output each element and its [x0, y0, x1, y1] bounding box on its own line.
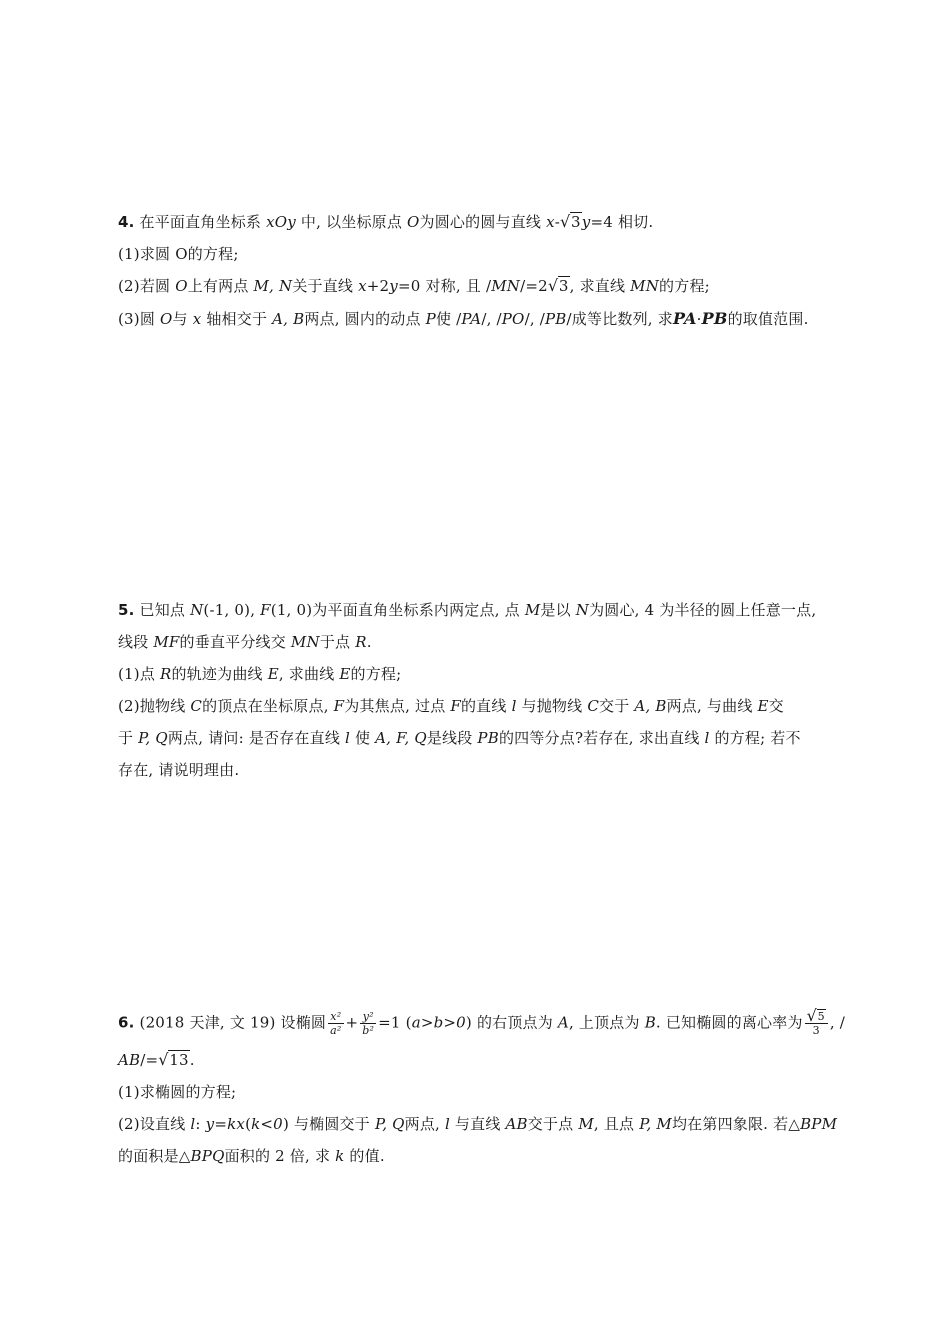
sqrt-expression: √ 3 [548, 276, 570, 297]
fraction-x2-a2: $\frac{\text{x²}}{\text{a²}}$ [330, 1010, 342, 1037]
problem-5-question-2-line-2: 于 P, Q两点, 请问: 是否存在直线 l 使 A, F, Q是线段 PB的四等分点?若存在, 求出直线 l 的方程; 若不 [118, 729, 801, 747]
problem-4-question-2: (2)若圆 O上有两点 M, N关于直线 x+2y=0 对称, 且 /MN/=2√ 3, 求直线 MN的方程; [118, 276, 838, 308]
problem-5 [118, 600, 838, 792]
problem-5-statement-line-2: 线段 MF的垂直平分线交 MN于点 R. [118, 633, 372, 651]
problem-6-statement-line-2: AB/=√ 13. [118, 1050, 838, 1082]
fraction-y2-b2: $\frac{\text{y²}}{\text{b²}}$ [362, 1010, 375, 1037]
problem-4-statement: 4. 在平面直角坐标系 xOy 中, 以坐标原点 O为圆心的圆与直线 x-√ 3y=4 相切. [118, 212, 838, 244]
problem-4-question-3: (3)圆 O与 x 轴相交于 A, B两点, 圆内的动点 P使 /PA/, /PO/, /PB/成等比数列, 求PA·PB的取值范围. [118, 309, 809, 328]
sqrt-expression: √ 13 [158, 1050, 190, 1071]
problem-4 [118, 212, 838, 340]
problem-5-question-2-line-1: (2)抛物线 C的顶点在坐标原点, F为其焦点, 过点 F的直线 l 与抛物线 C交于 A, B两点, 与曲线 E交 [118, 697, 784, 715]
problem-6-question-2-line-2: 的面积是△BPQ面积的 2 倍, 求 k 的值. [118, 1147, 385, 1165]
vector-pa: PA [672, 309, 697, 328]
problem-6-question-1: (1)求椭圆的方程; [118, 1083, 237, 1101]
problem-4-question-1: (1)求圆 O的方程; [118, 245, 239, 263]
problem-5-question-2-line-3: 存在, 请说明理由. [118, 761, 240, 779]
fraction-sqrt5-3: √ $\frac{5}{3}$ [805, 1010, 828, 1037]
problem-6-question-2-line-1: (2)设直线 l: y=kx(k<0) 与椭圆交于 P, Q两点, l 与直线 AB交于点 M, 且点 P, M均在第四象限. 若△BPM [118, 1115, 838, 1133]
problem-number: 6. [118, 1013, 135, 1032]
problem-5-statement-line-1: 5. 已知点 N(-1, 0), F(1, 0)为平面直角坐标系内两定点, 点 M是以 N为圆心, 4 为半径的圆上任意一点, [118, 601, 817, 619]
problem-6 [118, 1010, 846, 1178]
problem-number: 5. [118, 601, 135, 619]
problem-number: 4. [118, 213, 135, 231]
problem-5-question-1: (1)点 R的轨迹为曲线 E, 求曲线 E的方程; [118, 665, 402, 683]
sqrt-expression: √ 3 [560, 212, 582, 233]
problem-6-statement-line-1: 6. (2018 天津, 文 19) 设椭圆 $\frac{\text{x²}}{\text{a²}}$ + $\frac{\text{y²}}{\text{b²}}$ =1 (a>b>0) 的右顶点为 A, 上顶点为 B. 已知椭圆的离心率为 √ $\frac{5}{3}$ , / [118, 1010, 838, 1050]
vector-pb: PB [701, 309, 728, 328]
